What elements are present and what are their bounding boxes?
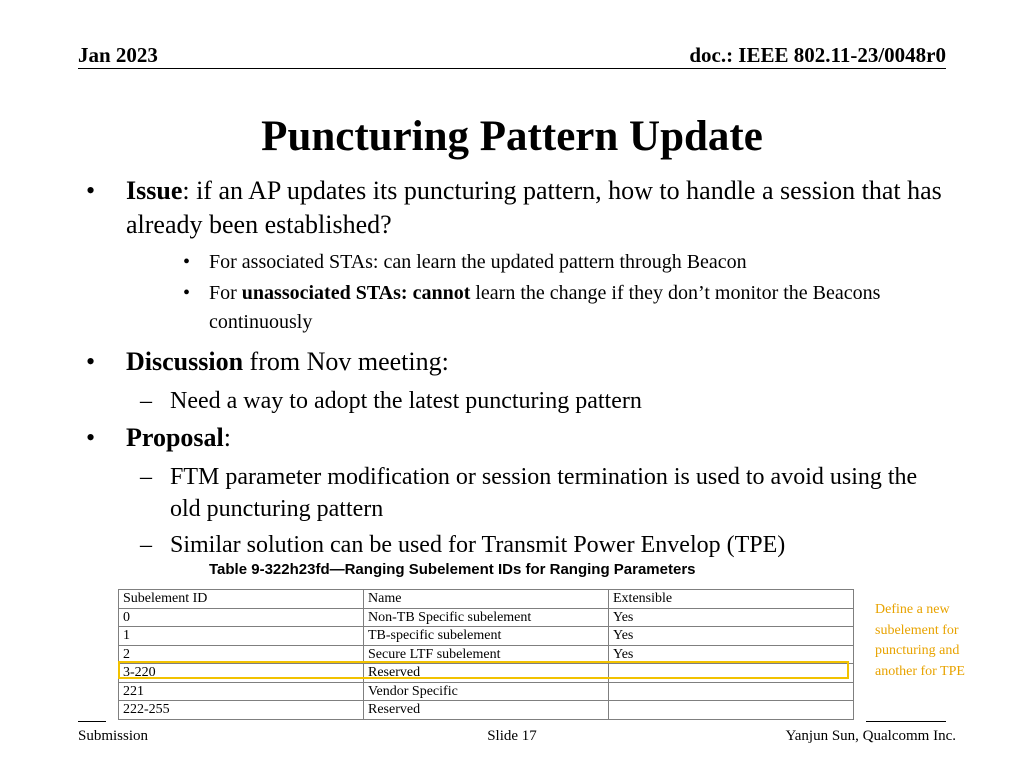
table-cell: 222-255 — [119, 701, 364, 720]
table-row — [119, 682, 854, 701]
table-cell: Vendor Specific — [364, 682, 609, 701]
issue-text: : if an AP updates its puncturing pattern, how to handle a session that has already been established? — [126, 176, 942, 239]
issue-label: Issue — [126, 176, 183, 205]
bullet-mark: • — [86, 423, 96, 452]
annotation-note: Define a new subelement for puncturing and another for TPE — [875, 602, 965, 679]
table-cell: TB-specific subelement — [364, 627, 609, 646]
table-cell: 2 — [119, 645, 364, 664]
table-caption: Table 9-322h23fd—Ranging Subelement IDs for Ranging Parameters — [209, 561, 696, 578]
sub-bullet-text: Similar solution can be used for Transmit Power Envelop (TPE) — [170, 532, 786, 558]
sub-bullet-associated — [86, 248, 946, 277]
footer-submission: Submission — [78, 728, 149, 744]
table-cell: 1 — [119, 627, 364, 646]
table-header-cell: Extensible — [609, 590, 854, 609]
table-cell: Reserved — [364, 664, 609, 683]
sub-bullet-bold: unassociated STAs: cannot — [241, 282, 471, 304]
proposal-label: Proposal — [126, 423, 224, 452]
sub-bullet-post: learn the change if they don’t monitor the Beacons continuously — [209, 282, 881, 333]
table-row — [119, 701, 854, 720]
dash-mark: – — [140, 532, 152, 558]
reserved-row-highlight — [118, 661, 849, 679]
header-date: Jan 2023 — [78, 43, 158, 67]
bullet-issue — [86, 174, 946, 242]
discussion-label: Discussion — [126, 347, 244, 376]
table-header-cell: Name — [364, 590, 609, 609]
sub-bullet-text: FTM parameter modification or session termination is used to avoid using the old puncturing pattern — [170, 464, 918, 522]
table-cell: Reserved — [364, 701, 609, 720]
bullet-mark: • — [183, 251, 191, 273]
subelement-table — [118, 589, 854, 720]
bullet-list — [86, 174, 946, 565]
table-cell: Yes — [609, 627, 854, 646]
table-row — [119, 608, 854, 627]
table-row — [119, 627, 854, 646]
header-doc-id: doc.: IEEE 802.11-23/0048r0 — [689, 43, 946, 67]
dash-mark: – — [140, 388, 152, 414]
sub-bullet-pre: For — [209, 282, 242, 304]
sub-bullet-ftm — [86, 461, 946, 525]
bullet-mark: • — [86, 347, 96, 376]
footer-slide-number: Slide 17 — [487, 728, 537, 744]
footer-author: Yanjun Sun, Qualcomm Inc. — [785, 728, 956, 744]
bullet-mark: • — [86, 176, 96, 205]
bullet-mark: • — [183, 282, 191, 304]
table-cell: Yes — [609, 645, 854, 664]
table-cell — [609, 701, 854, 720]
sub-bullet-text: For associated STAs: can learn the updated pattern through Beacon — [209, 251, 747, 273]
table-header-cell: Subelement ID — [119, 590, 364, 609]
dash-mark: – — [140, 464, 152, 490]
table-header-row — [119, 590, 854, 609]
sub-bullet-tpe — [86, 529, 946, 561]
footer-rule-left — [78, 721, 106, 722]
footer-rule-right — [866, 721, 946, 722]
proposal-text: : — [223, 423, 231, 452]
table-cell: Non-TB Specific subelement — [364, 608, 609, 627]
table-cell: 3-220 — [119, 664, 364, 683]
table-cell — [609, 682, 854, 701]
bullet-discussion — [86, 345, 946, 379]
sub-bullet-discussion — [86, 385, 946, 417]
table-cell: Secure LTF subelement — [364, 645, 609, 664]
discussion-text: from Nov meeting: — [243, 347, 449, 376]
table-cell: Yes — [609, 608, 854, 627]
table-cell: 221 — [119, 682, 364, 701]
bullet-proposal — [86, 421, 946, 455]
sub-bullet-text: Need a way to adopt the latest puncturing pattern — [170, 388, 642, 414]
header-rule — [78, 68, 946, 69]
table-cell: 0 — [119, 608, 364, 627]
sub-bullet-unassociated — [86, 279, 946, 337]
slide-title: Puncturing Pattern Update — [261, 113, 763, 160]
